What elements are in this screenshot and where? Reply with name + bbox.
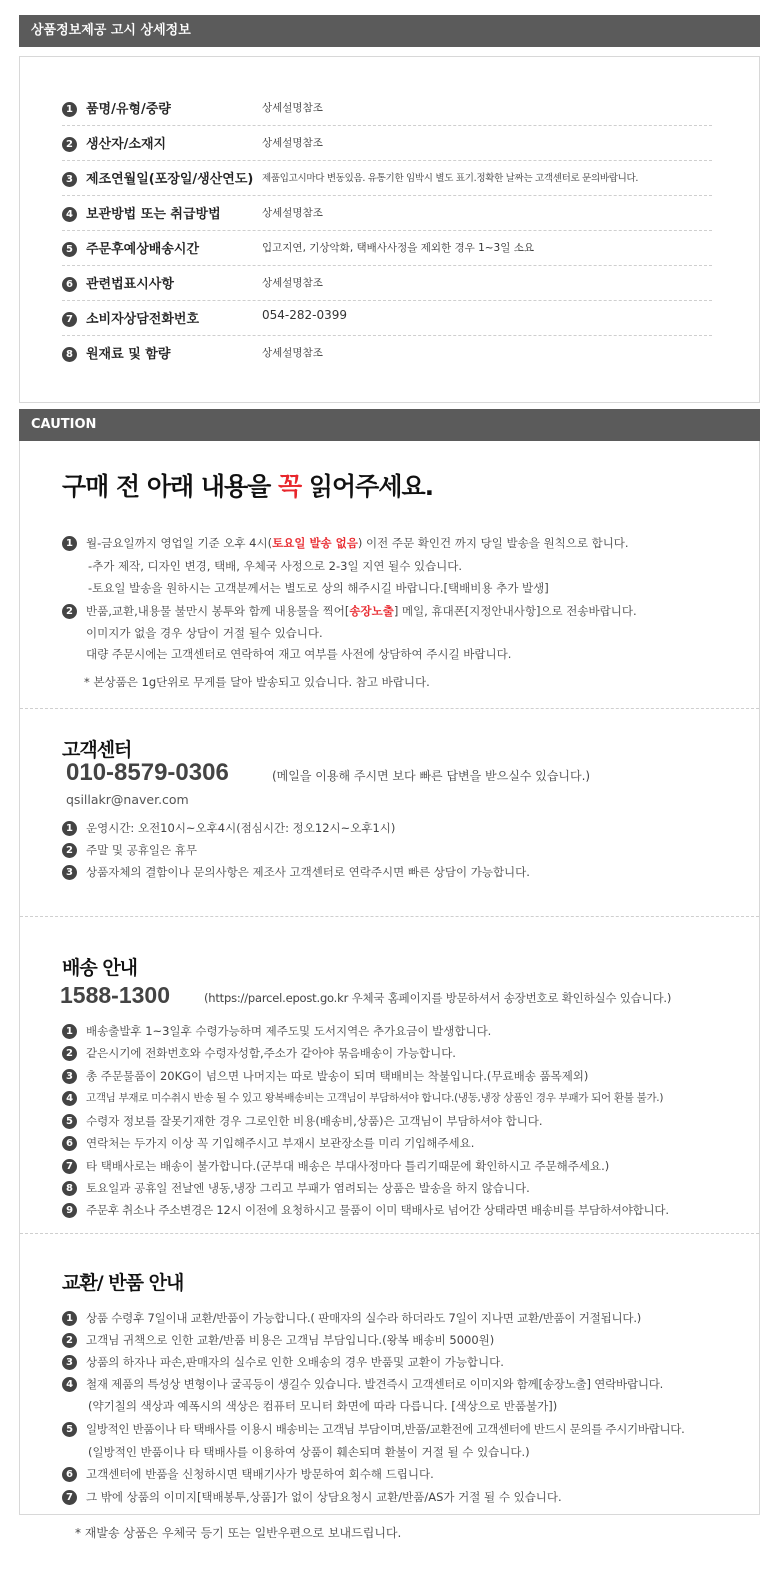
exchange-item: 5 일방적인 반품이나 타 택배사를 이용시 배송비는 고객님 부담이며,반품/교환전에 고객센터에 반드시 문의를 주시기바랍니다.: [62, 1421, 684, 1437]
number-badge: 1: [62, 102, 77, 117]
number-badge: 4: [62, 207, 77, 222]
caution-header: [19, 409, 760, 441]
number-badge: 8: [62, 347, 77, 362]
exchange-item: 7 그 밖에 상품의 이미지[택배봉투,상품]가 없이 상담요청시 교환/반품/AS가 거절 될 수 있습니다.: [62, 1489, 562, 1505]
delivery-item: 1 배송출발후 1~3일후 수령가능하며 제주도및 도서지역은 추가요금이 발생합니다.: [62, 1023, 491, 1039]
info-title: 상품정보제공 고시 상세정보: [31, 23, 191, 38]
number-badge: 6: [62, 277, 77, 292]
caution-box: [19, 441, 760, 1515]
number-badge: 3: [62, 865, 77, 880]
info-row: [62, 125, 712, 161]
info-label: 관련법표시사항: [86, 277, 174, 292]
exchange-item: 3 상품의 하자나 파손,판매자의 실수로 인한 오배송의 경우 반품및 교환이 가능합니다.: [62, 1354, 504, 1370]
caution-subitem: 대량 주문시에는 고객센터로 연락하여 재고 여부를 사전에 상담하여 주시길 바랍니다.: [86, 647, 512, 661]
number-badge: 1: [62, 536, 77, 551]
info-table: [19, 56, 760, 403]
number-badge: 5: [62, 1422, 77, 1437]
number-badge: 3: [62, 1069, 77, 1084]
delivery-item: 2 같은시기에 전화번호와 수령자성함,주소가 같아야 묶음배송이 가능합니다.: [62, 1045, 456, 1061]
exchange-subitem: (약기칠의 색상과 예폭시의 색상은 컴퓨터 모니터 화면에 따라 다릅니다. [색상으로 반품불가]): [88, 1399, 558, 1413]
exchange-item: 2 고객님 귀책으로 인한 교환/반품 비용은 고객님 부담입니다.(왕복 배송비 5000원): [62, 1332, 494, 1348]
number-badge: 1: [62, 1311, 77, 1326]
info-row: [62, 300, 712, 336]
info-value: 054-282-0399: [262, 308, 348, 322]
number-badge: 9: [62, 1203, 77, 1218]
cs-item: 3 상품자체의 결함이나 문의사항은 제조사 고객센터로 연락주시면 빠른 상담이 가능합니다.: [62, 864, 530, 880]
info-value: 상세설명참조: [262, 277, 323, 289]
info-row: [62, 90, 712, 126]
delivery-title: 배송 안내: [62, 957, 138, 979]
headline-emphasis: 꼭: [278, 472, 302, 501]
footer-note: * 재발송 상품은 우체국 등기 또는 일반우편으로 보내드립니다.: [75, 1526, 402, 1540]
delivery-item: 3 총 주문물품이 20KG이 넘으면 나머지는 따로 발송이 되며 택배비는 착불입니다.(무료배송 품목제외): [62, 1068, 588, 1084]
number-badge: 5: [62, 242, 77, 257]
caution-subitem: -토요일 발송을 원하시는 고객분께서는 별도로 상의 해주시길 바랍니다.[택배비용 추가 발생]: [88, 581, 549, 595]
exchange-subitem: (일방적인 반품이나 타 택배사를 이용하여 상품이 훼손되며 환불이 거절 될 수 있습니다.): [88, 1445, 530, 1459]
exchange-item: 4 철재 제품의 특성상 변형이나 굴곡등이 생길수 있습니다. 발견즉시 고객센터로 이미지와 함께[송장노출] 연락바랍니다.: [62, 1376, 663, 1392]
info-label: 제조연월일(포장일/생산연도): [86, 172, 254, 187]
delivery-item: 9 주문후 취소나 주소변경은 12시 이전에 요청하시고 물품이 이미 택배사로 넘어간 상태라면 배송비를 부담하셔야합니다.: [62, 1202, 669, 1218]
number-badge: 3: [62, 1355, 77, 1370]
number-badge: 8: [62, 1181, 77, 1196]
info-value: 상세설명참조: [262, 102, 323, 114]
info-label: 품명/유형/중량: [86, 102, 171, 117]
info-value: 상세설명참조: [262, 137, 323, 149]
number-badge: 2: [62, 1046, 77, 1061]
info-value: 상세설명참조: [262, 207, 323, 219]
caution-item: 1 월-금요일까지 영업일 기준 오후 4시(토요일 발송 없음) 이전 주문 확인건 까지 당일 발송을 원칙으로 합니다.: [62, 535, 629, 551]
number-badge: 4: [62, 1377, 77, 1392]
highlight-text: 토요일 발송 없음: [272, 536, 358, 550]
number-badge: 2: [62, 137, 77, 152]
caution-title: CAUTION: [31, 417, 97, 432]
cs-email: qsillakr@naver.com: [66, 792, 189, 807]
delivery-item: 7 타 택배사로는 배송이 불가합니다.(군부대 배송은 부대사정마다 틀리기때문에 확인하시고 주문해주세요.): [62, 1158, 609, 1174]
info-value: 입고지연, 기상악화, 택배사사정을 제외한 경우 1~3일 소요: [262, 242, 535, 254]
divider: [20, 916, 759, 917]
number-badge: 2: [62, 843, 77, 858]
info-row: [62, 160, 712, 196]
delivery-item: 8 토요일과 공휴일 전날엔 냉동,냉장 그리고 부패가 염려되는 상품은 발송을 하지 않습니다.: [62, 1180, 530, 1196]
info-label: 소비자상담전화번호: [86, 312, 200, 327]
number-badge: 4: [62, 1091, 77, 1106]
info-label: 보관방법 또는 취급방법: [86, 207, 221, 222]
delivery-item: 4 고객님 부재로 미수취시 반송 될 수 있고 왕복배송비는 고객님이 부담하셔야 합니다.(냉동,냉장 상품인 경우 부패가 되어 환불 불가.): [62, 1090, 663, 1106]
cs-phone-note: (메일을 이용해 주시면 보다 빠른 답변을 받으실수 있습니다.): [272, 769, 591, 783]
caution-subitem: 이미지가 없을 경우 상담이 거절 될수 있습니다.: [86, 626, 323, 640]
cs-item: 2 주말 및 공휴일은 휴무: [62, 842, 197, 858]
info-value: 제품입고시마다 변동있음. 유통기한 임박시 별도 표기.정확한 날짜는 고객센터로 문의바랍니다.: [262, 173, 639, 184]
number-badge: 7: [62, 1490, 77, 1505]
caution-item: 2 반품,교환,내용물 불만시 봉투와 함께 내용물을 찍어[송장노출] 메일, 휴대폰[지정안내사항]으로 전송바랍니다.: [62, 603, 637, 619]
exchange-title: 교환/ 반품 안내: [62, 1272, 184, 1294]
cs-item: 1 운영시간: 오전10시~오후4시(점심시간: 정오12시~오후1시): [62, 820, 395, 836]
delivery-item: 5 수령자 정보를 잘못기재한 경우 그로인한 비용(배송비,상품)은 고객님이 부담하셔야 합니다.: [62, 1113, 543, 1129]
info-row: [62, 195, 712, 231]
highlight-text: 송장노출: [349, 604, 394, 618]
number-badge: 5: [62, 1114, 77, 1129]
info-row: [62, 230, 712, 266]
info-row: [62, 265, 712, 301]
number-badge: 2: [62, 1333, 77, 1348]
divider: [20, 708, 759, 709]
info-label: 생산자/소재지: [86, 137, 167, 152]
caution-subitem: -추가 제작, 디자인 변경, 택배, 우체국 사정으로 2-3일 지연 될수 있습니다.: [88, 559, 463, 573]
number-badge: 3: [62, 172, 77, 187]
number-badge: 2: [62, 604, 77, 619]
exchange-item: 6 고객센터에 반품을 신청하시면 택배기사가 방문하여 회수해 드립니다.: [62, 1466, 434, 1482]
info-label: 주문후예상배송시간: [86, 242, 200, 257]
number-badge: 1: [62, 1024, 77, 1039]
number-badge: 6: [62, 1467, 77, 1482]
number-badge: 6: [62, 1136, 77, 1151]
info-label: 원재료 및 함량: [86, 347, 171, 362]
caution-headline: 구매 전 아래 내용을 꼭 읽어주세요.: [62, 472, 434, 501]
cs-phone: 010-8579-0306: [66, 759, 229, 786]
number-badge: 7: [62, 1159, 77, 1174]
divider: [20, 1233, 759, 1234]
delivery-item: 6 연락처는 두가지 이상 꼭 기입해주시고 부재시 보관장소를 미리 기입해주세요.: [62, 1135, 474, 1151]
cs-title: 고객센터: [62, 739, 132, 761]
exchange-item: 1 상품 수령후 7일이내 교환/반품이 가능합니다.( 판매자의 실수라 하더라도 7일이 지나면 교환/반품이 거절됩니다.): [62, 1310, 641, 1326]
delivery-phone-note: (https://parcel.epost.go.kr 우체국 홈페이지를 방문하셔서 송장번호로 확인하실수 있습니다.): [204, 991, 672, 1005]
info-header: [19, 15, 760, 47]
delivery-phone: 1588-1300: [60, 982, 170, 1008]
number-badge: 1: [62, 821, 77, 836]
number-badge: 7: [62, 312, 77, 327]
info-value: 상세설명참조: [262, 347, 323, 359]
info-row: [62, 335, 712, 370]
caution-note: * 본상품은 1g단위로 무게를 달아 발송되고 있습니다. 참고 바랍니다.: [84, 675, 430, 689]
